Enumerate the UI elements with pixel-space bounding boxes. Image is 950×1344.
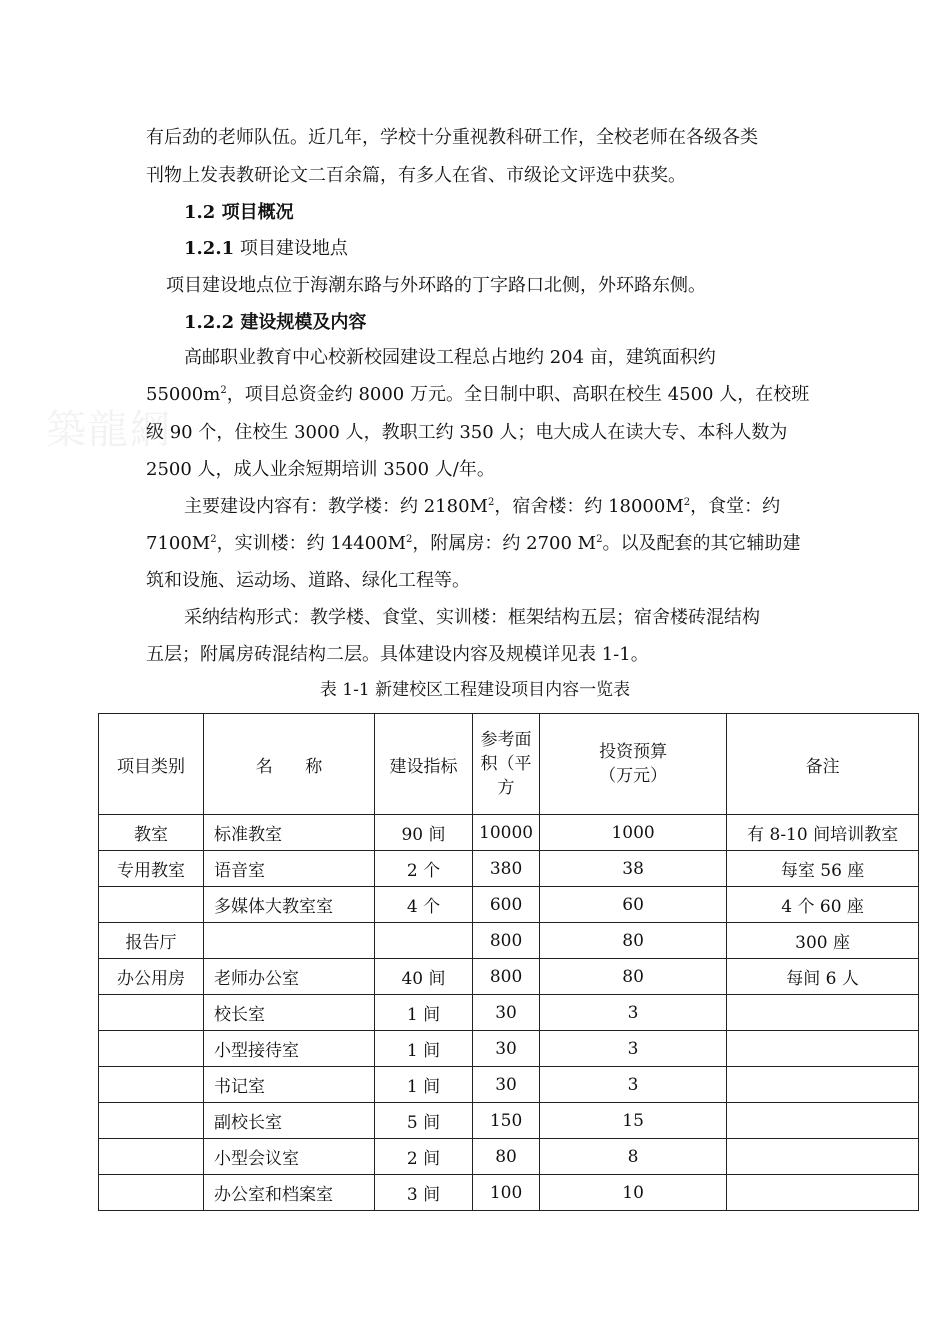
table-row xyxy=(99,959,919,995)
superscript: 2 xyxy=(220,385,227,396)
header-budget: 投资预算（万元） xyxy=(540,714,727,815)
cell-budget: 1000 xyxy=(540,815,727,851)
cell-area: 30 xyxy=(473,995,540,1031)
cell-index: 90 间 xyxy=(375,815,473,851)
table-caption: 表 1-1 新建校区工程建设项目内容一览表 xyxy=(319,680,631,700)
cell-area: 30 xyxy=(473,1031,540,1067)
table-row xyxy=(99,1139,919,1175)
cell-area: 380 xyxy=(473,851,540,887)
cell-area: 150 xyxy=(473,1103,540,1139)
text-span: 7100M xyxy=(146,533,211,554)
cell-index xyxy=(375,923,473,959)
cell-note xyxy=(727,995,919,1031)
table-body xyxy=(99,815,919,1211)
heading-number: 1.2.1 xyxy=(184,238,235,259)
cell-note xyxy=(727,1103,919,1139)
text-span: ，实训楼：约 14400M xyxy=(216,533,407,554)
heading-text: 项目建设地点 xyxy=(234,238,348,259)
cell-category: 报告厅 xyxy=(99,923,204,959)
text-span: 主要建设内容有：教学楼：约 2180M xyxy=(184,496,488,517)
cell-name: 副校长室 xyxy=(204,1103,375,1139)
cell-category xyxy=(99,1175,204,1211)
cell-index: 4 个 xyxy=(375,887,473,923)
table-row xyxy=(99,1175,919,1211)
text-span: ，宿舍楼：约 18000M xyxy=(494,496,684,517)
cell-area: 800 xyxy=(473,923,540,959)
header-note: 备注 xyxy=(727,714,919,815)
text-span: ，项目总资金约 8000 万元。全日制中职、高职在校生 4500 人，在校班 xyxy=(226,384,810,405)
cell-name: 办公室和档案室 xyxy=(204,1175,375,1211)
table-row xyxy=(99,887,919,923)
cell-name: 小型接待室 xyxy=(204,1031,375,1067)
table-row xyxy=(99,1067,919,1103)
heading-1-2: 1.2 项目概况 xyxy=(184,202,294,223)
cell-index: 1 间 xyxy=(375,1067,473,1103)
cell-name: 书记室 xyxy=(204,1067,375,1103)
location-paragraph: 项目建设地点位于海潮东路与外环路的丁字路口北侧，外环路东侧。 xyxy=(166,275,706,296)
cell-index: 2 间 xyxy=(375,1139,473,1175)
cell-area: 10000 xyxy=(473,815,540,851)
cell-note xyxy=(727,1067,919,1103)
cell-name xyxy=(204,923,375,959)
cell-name: 语音室 xyxy=(204,851,375,887)
cell-budget: 80 xyxy=(540,923,727,959)
paragraph-line: 五层；附属房砖混结构二层。具体建设内容及规模详见表 1-1。 xyxy=(146,644,649,665)
cell-budget: 15 xyxy=(540,1103,727,1139)
table-row xyxy=(99,923,919,959)
table-row xyxy=(99,851,919,887)
cell-category xyxy=(99,887,204,923)
cell-area: 600 xyxy=(473,887,540,923)
cell-category xyxy=(99,1103,204,1139)
table-row xyxy=(99,815,919,851)
header-area: 参考面积（平方 xyxy=(473,714,540,815)
paragraph-line: 2500 人，成人业余短期培训 3500 人/年。 xyxy=(146,459,495,480)
cell-category: 专用教室 xyxy=(99,851,204,887)
cell-note: 每室 56 座 xyxy=(727,851,919,887)
cell-note: 每间 6 人 xyxy=(727,959,919,995)
table-row xyxy=(99,1103,919,1139)
cell-index: 2 个 xyxy=(375,851,473,887)
cell-category xyxy=(99,995,204,1031)
paragraph-line xyxy=(146,383,809,407)
header-category: 项目类别 xyxy=(99,714,204,815)
superscript: 2 xyxy=(596,534,603,545)
table-header-row xyxy=(99,714,919,815)
text-span: 。以及配套的其它辅助建 xyxy=(602,533,801,554)
watermark: 築龍網 xyxy=(46,407,172,453)
cell-index: 5 间 xyxy=(375,1103,473,1139)
table-row xyxy=(99,1031,919,1067)
table-row xyxy=(99,995,919,1031)
paragraph-line xyxy=(146,532,800,556)
cell-budget: 8 xyxy=(540,1139,727,1175)
paragraph-line: 级 90 个，住校生 3000 人，教职工约 350 人；电大成人在读大专、本科人数为 xyxy=(146,422,788,443)
cell-index: 1 间 xyxy=(375,995,473,1031)
cell-name: 小型会议室 xyxy=(204,1139,375,1175)
paragraph-line: 刊物上发表教研论文二百余篇，有多人在省、市级论文评选中获奖。 xyxy=(146,165,686,186)
cell-category xyxy=(99,1139,204,1175)
paragraph-line: 高邮职业教育中心校新校园建设工程总占地约 204 亩，建筑面积约 xyxy=(184,347,716,368)
cell-category: 教室 xyxy=(99,815,204,851)
cell-budget: 80 xyxy=(540,959,727,995)
cell-budget: 3 xyxy=(540,1031,727,1067)
superscript: 2 xyxy=(683,497,691,508)
cell-name: 校长室 xyxy=(204,995,375,1031)
cell-name: 多媒体大教室室 xyxy=(204,887,375,923)
header-index: 建设指标 xyxy=(375,714,473,815)
cell-note: 有 8-10 间培训教室 xyxy=(727,815,919,851)
superscript: 2 xyxy=(487,497,495,508)
cell-area: 100 xyxy=(473,1175,540,1211)
heading-1-2-1 xyxy=(184,237,348,261)
superscript: 2 xyxy=(210,534,217,545)
cell-budget: 38 xyxy=(540,851,727,887)
cell-index: 3 间 xyxy=(375,1175,473,1211)
cell-area: 30 xyxy=(473,1067,540,1103)
cell-note: 4 个 60 座 xyxy=(727,887,919,923)
cell-budget: 60 xyxy=(540,887,727,923)
cell-category xyxy=(99,1031,204,1067)
superscript: 2 xyxy=(406,534,413,545)
cell-note: 300 座 xyxy=(727,923,919,959)
cell-area: 80 xyxy=(473,1139,540,1175)
cell-name: 老师办公室 xyxy=(204,959,375,995)
paragraph-line: 有后劲的老师队伍。近几年，学校十分重视教科研工作，全校老师在各级各类 xyxy=(146,127,758,148)
cell-area: 800 xyxy=(473,959,540,995)
cell-note xyxy=(727,1139,919,1175)
cell-note xyxy=(727,1175,919,1211)
paragraph-line: 筑和设施、运动场、道路、绿化工程等。 xyxy=(146,570,470,591)
cell-note xyxy=(727,1031,919,1067)
cell-category: 办公用房 xyxy=(99,959,204,995)
cell-budget: 10 xyxy=(540,1175,727,1211)
text-span: 55000m xyxy=(146,384,221,405)
paragraph-line: 采纳结构形式：教学楼、食堂、实训楼：框架结构五层；宿舍楼砖混结构 xyxy=(184,607,760,628)
heading-1-2-2: 1.2.2 建设规模及内容 xyxy=(184,312,367,333)
paragraph-line xyxy=(184,495,780,519)
cell-name: 标准教室 xyxy=(204,815,375,851)
cell-budget: 3 xyxy=(540,1067,727,1103)
cell-index: 40 间 xyxy=(375,959,473,995)
cell-category xyxy=(99,1067,204,1103)
text-span: ，食堂：约 xyxy=(690,496,781,517)
text-span: ，附属房：约 2700 M xyxy=(412,533,597,554)
cell-budget: 3 xyxy=(540,995,727,1031)
cell-index: 1 间 xyxy=(375,1031,473,1067)
header-name: 名 称 xyxy=(204,714,375,815)
project-table xyxy=(98,713,919,1211)
